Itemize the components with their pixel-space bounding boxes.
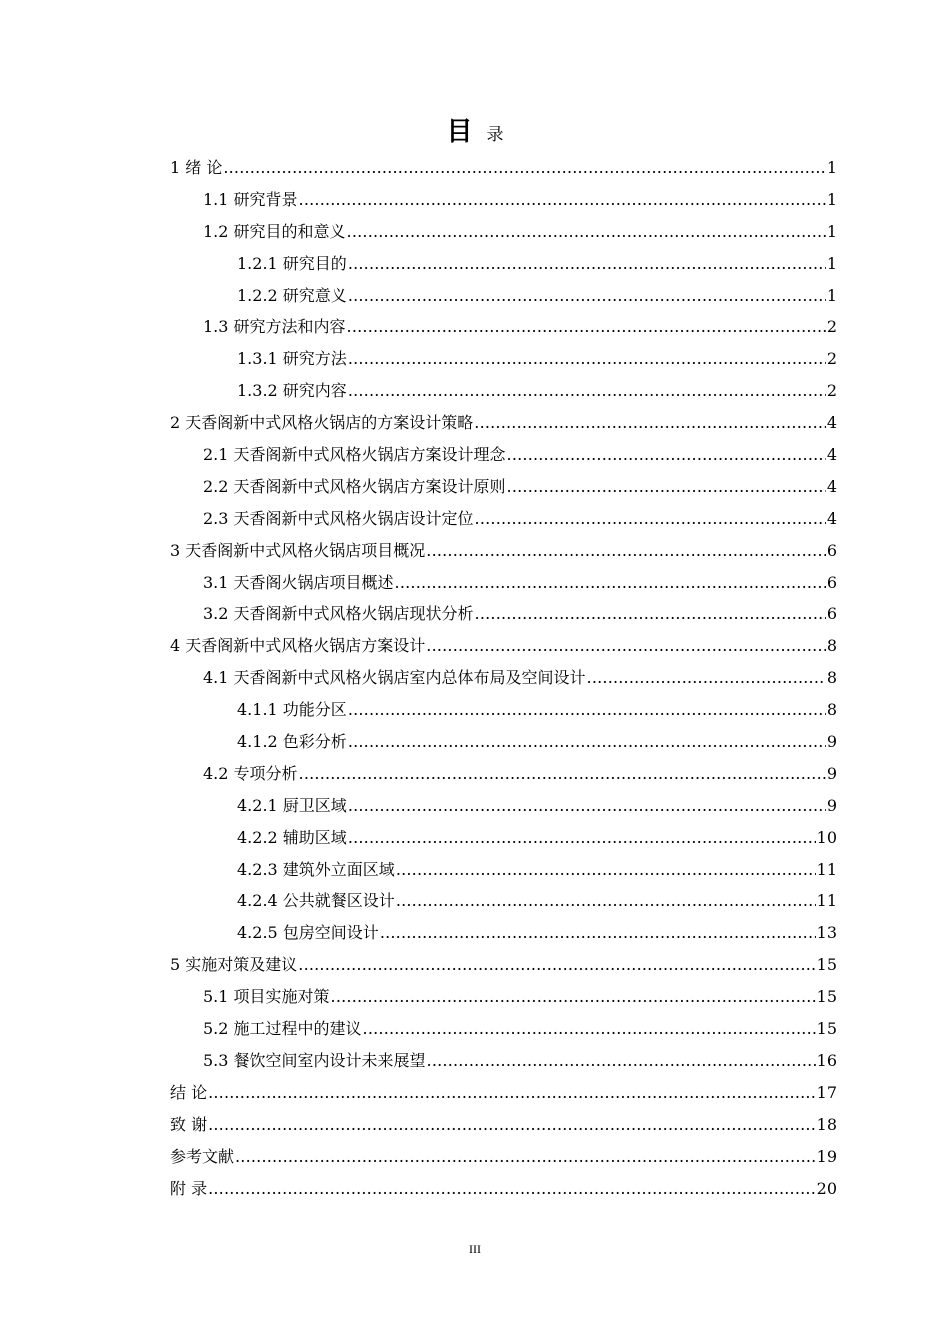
toc-entry-title: 4.1 天香阁新中式风格火锅店室内总体布局及空间设计 <box>203 668 586 688</box>
toc-entry-page: 2 <box>826 381 837 401</box>
toc-entry-page: 15 <box>816 987 837 1007</box>
toc-entry-page: 20 <box>816 1178 837 1198</box>
page-number-footer: III <box>469 1242 481 1256</box>
toc-entry-page: 15 <box>816 955 837 975</box>
toc-entry[interactable] <box>170 694 837 726</box>
toc-entry[interactable] <box>170 407 837 439</box>
toc-dot-leader <box>587 662 826 694</box>
toc-entry[interactable] <box>170 471 837 503</box>
toc-dot-leader <box>396 885 816 917</box>
toc-entry-title: 1.3.2 研究内容 <box>237 381 347 401</box>
toc-entry-title: 附 录 <box>170 1178 208 1198</box>
title-main-char: 目 <box>446 117 473 147</box>
toc-entry[interactable] <box>170 503 837 535</box>
toc-dot-leader <box>299 758 826 790</box>
toc-entry-page: 11 <box>816 891 837 911</box>
toc-dot-leader <box>348 248 826 280</box>
toc-entry[interactable] <box>170 1173 837 1205</box>
toc-entry-title: 1 绪 论 <box>170 158 223 177</box>
toc-dot-leader <box>348 694 826 726</box>
toc-entry-page: 17 <box>816 1082 837 1102</box>
toc-entry-title: 2.3 天香阁新中式风格火锅店设计定位 <box>203 508 474 528</box>
toc-entry-title: 1.2.1 研究目的 <box>237 253 347 273</box>
toc-entry[interactable] <box>170 439 837 471</box>
toc-entry[interactable] <box>170 152 837 184</box>
toc-entry[interactable] <box>170 662 837 694</box>
toc-dot-leader <box>331 981 816 1013</box>
toc-entry-page: 4 <box>826 508 837 528</box>
toc-entry-title: 4.1.2 色彩分析 <box>237 732 347 752</box>
toc-entry[interactable] <box>170 311 837 343</box>
toc-entry-page: 19 <box>816 1146 837 1166</box>
toc-entry-page: 6 <box>826 604 837 624</box>
toc-entry-page: 8 <box>826 700 837 720</box>
toc-entry[interactable] <box>170 1045 837 1077</box>
toc-entry-title: 4 天香阁新中式风格火锅店方案设计 <box>170 636 426 656</box>
toc-entry-page: 13 <box>816 923 837 943</box>
toc-entry[interactable] <box>170 1109 837 1141</box>
toc-entry-title: 4.2.5 包房空间设计 <box>237 923 379 943</box>
toc-entry-page: 6 <box>826 572 837 592</box>
toc-dot-leader <box>426 535 826 567</box>
toc-entry-page: 1 <box>826 285 837 305</box>
toc-dot-leader <box>363 1013 816 1045</box>
toc-entry[interactable] <box>170 981 837 1013</box>
toc-entry-page: 9 <box>826 795 837 815</box>
toc-dot-leader <box>298 949 815 981</box>
toc-entry-page: 9 <box>826 763 837 783</box>
toc-entry-title: 5 实施对策及建议 <box>170 955 298 975</box>
toc-entry[interactable] <box>170 567 837 599</box>
toc-dot-leader <box>474 407 826 439</box>
toc-entry-page: 9 <box>826 732 837 752</box>
toc-entry[interactable] <box>170 1077 837 1109</box>
toc-entry[interactable] <box>170 822 837 854</box>
toc-entry[interactable] <box>170 630 837 662</box>
toc-entry-title: 4.2 专项分析 <box>203 763 298 783</box>
toc-entry-page: 8 <box>826 668 837 688</box>
toc-entry[interactable] <box>170 790 837 822</box>
toc-entry-title: 4.2.1 厨卫区域 <box>237 795 347 815</box>
toc-entry[interactable] <box>170 248 837 280</box>
toc-entry-page: 4 <box>826 445 837 465</box>
toc-entry-title: 5.3 餐饮空间室内设计未来展望 <box>203 1050 426 1070</box>
toc-entry-title: 2 天香阁新中式风格火锅店的方案设计策略 <box>170 413 474 433</box>
toc-entry-title: 致 谢 <box>170 1114 208 1134</box>
toc-dot-leader <box>223 152 825 184</box>
toc-dot-leader <box>348 822 816 854</box>
toc-entry-title: 5.2 施工过程中的建议 <box>203 1019 362 1039</box>
toc-entry[interactable] <box>170 184 837 216</box>
toc-dot-leader <box>348 790 826 822</box>
toc-dot-leader <box>348 343 826 375</box>
toc-entry-page: 2 <box>826 349 837 369</box>
toc-dot-leader <box>475 598 826 630</box>
toc-dot-leader <box>427 1045 816 1077</box>
toc-entry-title: 1.2.2 研究意义 <box>237 285 347 305</box>
toc-dot-leader <box>299 184 826 216</box>
toc-entry-title: 1.2 研究目的和意义 <box>203 221 346 241</box>
toc-entry-page: 10 <box>816 827 837 847</box>
toc-entry[interactable] <box>170 885 837 917</box>
toc-entry-title: 4.1.1 功能分区 <box>237 700 347 720</box>
table-of-contents <box>170 152 837 1204</box>
toc-dot-leader <box>347 311 826 343</box>
toc-entry-title: 1.3 研究方法和内容 <box>203 317 346 337</box>
toc-entry-page: 16 <box>816 1050 837 1070</box>
toc-entry-page: 2 <box>826 317 837 337</box>
toc-entry-title: 5.1 项目实施对策 <box>203 987 330 1007</box>
toc-dot-leader <box>208 1173 816 1205</box>
toc-entry-page: 4 <box>826 476 837 496</box>
toc-entry-title: 4.2.2 辅助区域 <box>237 827 347 847</box>
toc-entry-page: 4 <box>826 413 837 433</box>
toc-entry-title: 2.1 天香阁新中式风格火锅店方案设计理念 <box>203 445 506 465</box>
toc-entry-title: 2.2 天香阁新中式风格火锅店方案设计原则 <box>203 476 506 496</box>
toc-entry[interactable] <box>170 1013 837 1045</box>
toc-entry-page: 1 <box>826 221 837 241</box>
toc-dot-leader <box>347 216 826 248</box>
toc-dot-leader <box>507 471 826 503</box>
toc-dot-leader <box>426 630 826 662</box>
toc-entry[interactable] <box>170 1141 837 1173</box>
title-sub-char: 录 <box>486 125 504 145</box>
toc-dot-leader <box>396 854 816 886</box>
toc-entry[interactable] <box>170 917 837 949</box>
toc-entry-title: 参考文献 <box>170 1146 235 1166</box>
toc-dot-leader <box>348 280 826 312</box>
toc-entry-page: 1 <box>826 189 837 209</box>
toc-entry-page: 18 <box>816 1114 837 1134</box>
toc-entry[interactable] <box>170 758 837 790</box>
toc-entry[interactable] <box>170 598 837 630</box>
toc-dot-leader <box>395 567 826 599</box>
toc-entry-title: 3.2 天香阁新中式风格火锅店现状分析 <box>203 604 474 624</box>
toc-entry[interactable] <box>170 535 837 567</box>
toc-dot-leader <box>208 1109 816 1141</box>
toc-entry-page: 15 <box>816 1019 837 1039</box>
toc-entry-page: 1 <box>826 253 837 273</box>
toc-dot-leader <box>475 503 826 535</box>
toc-entry[interactable] <box>170 949 837 981</box>
toc-entry-title: 3 天香阁新中式风格火锅店项目概况 <box>170 540 426 560</box>
toc-entry-page: 11 <box>816 859 837 879</box>
toc-entry[interactable] <box>170 216 837 248</box>
toc-entry[interactable] <box>170 854 837 886</box>
toc-entry[interactable] <box>170 726 837 758</box>
toc-entry-title: 结 论 <box>170 1082 208 1102</box>
page-title <box>0 114 950 153</box>
toc-dot-leader <box>507 439 826 471</box>
toc-entry-page: 1 <box>826 158 837 177</box>
toc-dot-leader <box>235 1141 816 1173</box>
toc-entry[interactable] <box>170 375 837 407</box>
toc-entry-title: 1.1 研究背景 <box>203 189 298 209</box>
toc-entry-page: 8 <box>826 636 837 656</box>
toc-entry-title: 3.1 天香阁火锅店项目概述 <box>203 572 394 592</box>
toc-entry[interactable] <box>170 280 837 312</box>
toc-entry[interactable] <box>170 343 837 375</box>
toc-dot-leader <box>380 917 816 949</box>
toc-entry-title: 4.2.3 建筑外立面区域 <box>237 859 395 879</box>
toc-entry-page: 6 <box>826 540 837 560</box>
toc-dot-leader <box>208 1077 816 1109</box>
toc-dot-leader <box>348 375 826 407</box>
toc-entry-title: 4.2.4 公共就餐区设计 <box>237 891 395 911</box>
toc-entry-title: 1.3.1 研究方法 <box>237 349 347 369</box>
toc-dot-leader <box>348 726 826 758</box>
